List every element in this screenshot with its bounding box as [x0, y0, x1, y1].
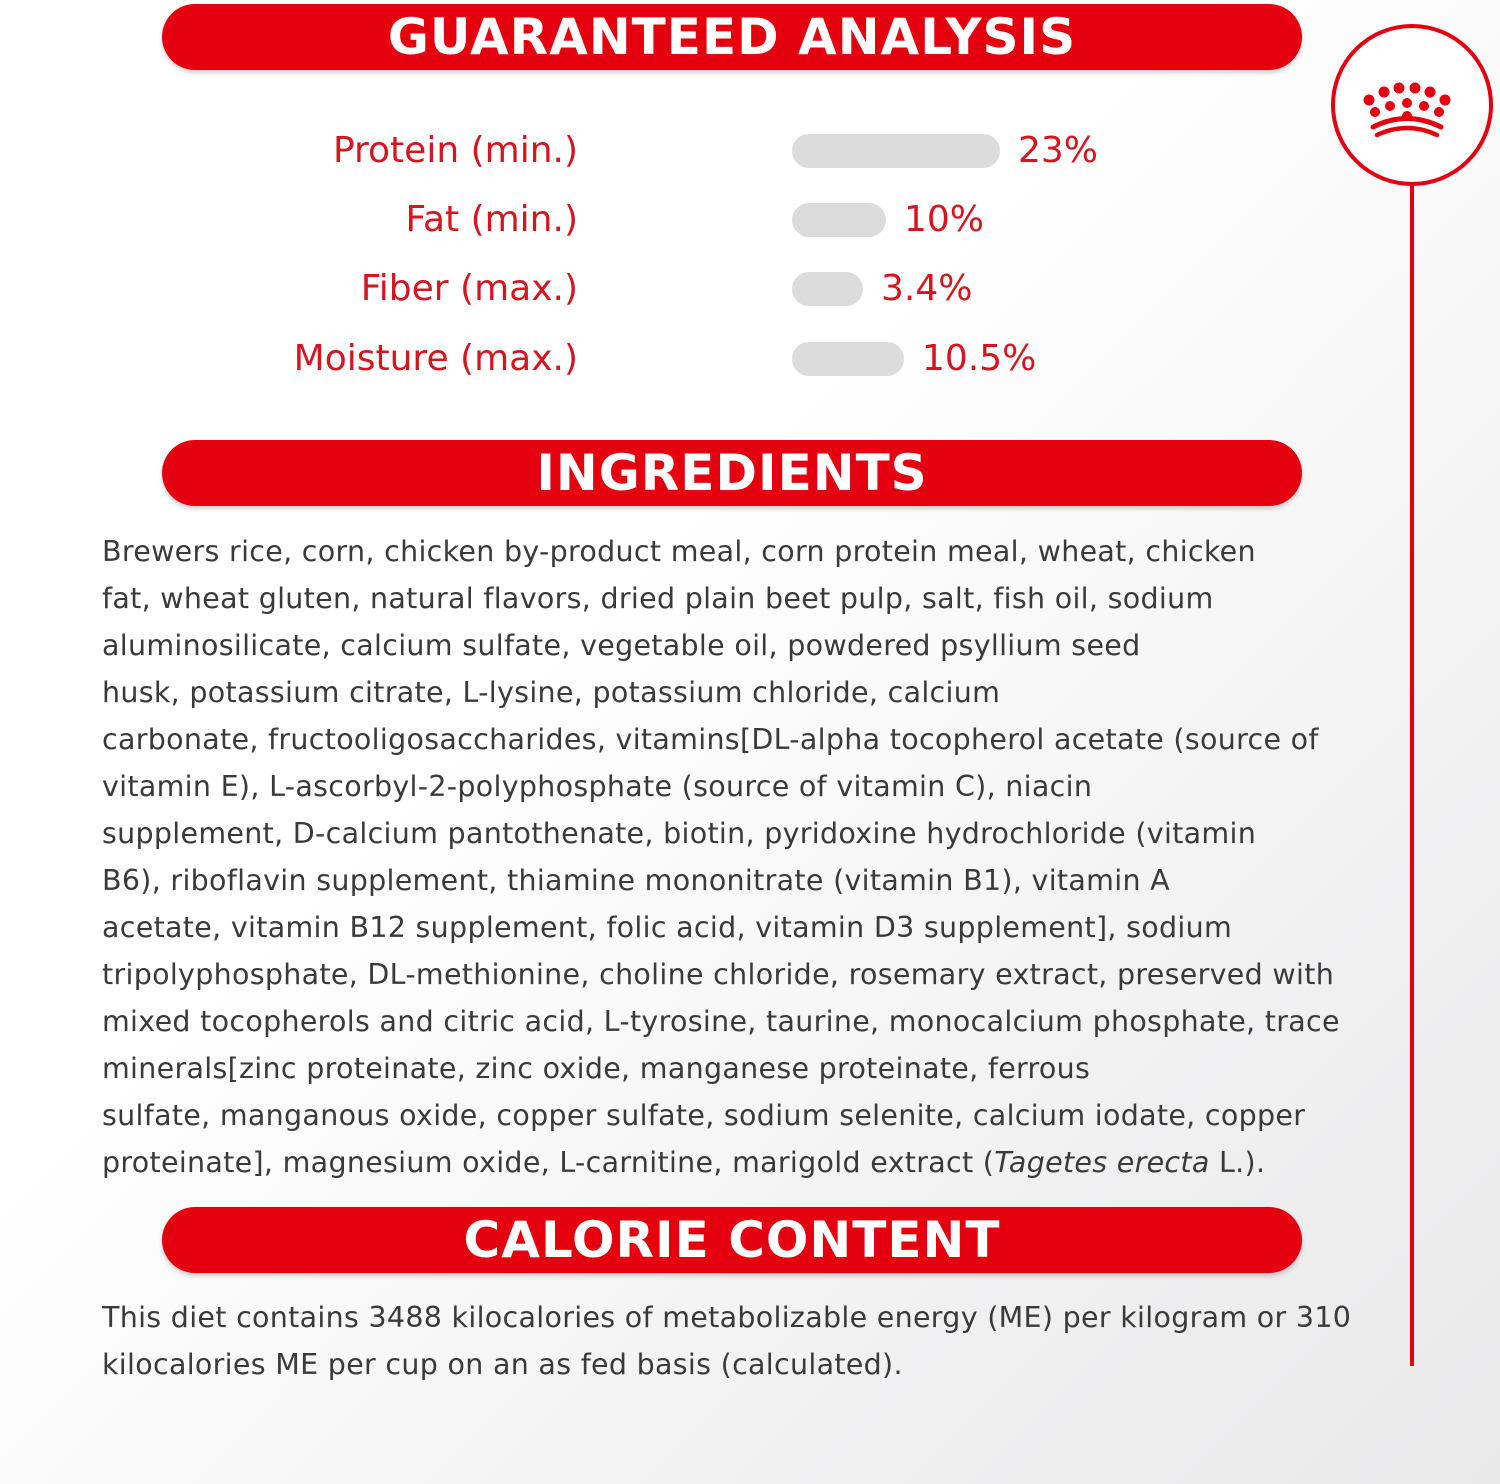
analysis-row-moisture	[0, 329, 1300, 389]
calorie-content-banner	[162, 1207, 1302, 1273]
nutrient-bar	[792, 342, 904, 376]
ingredients-line: mixed tocopherols and citric acid, L-tyrosine, taurine, monocalcium phosphate, trace	[102, 1005, 1340, 1038]
ingredients-last-line-start: proteinate], magnesium oxide, L-carnitine, marigold extract (	[102, 1146, 995, 1179]
nutrient-bar	[792, 203, 886, 237]
crown-icon	[1335, 28, 1489, 182]
calorie-content-title: CALORIE CONTENT	[463, 1211, 1001, 1269]
ingredients-banner	[162, 440, 1302, 506]
guaranteed-analysis-banner	[162, 4, 1302, 70]
ingredients-line: supplement, D-calcium pantothenate, biotin, pyridoxine hydrochloride (vitamin	[102, 817, 1257, 850]
ingredients-line: minerals[zinc proteinate, zinc oxide, manganese proteinate, ferrous	[102, 1052, 1091, 1085]
nutrient-label: Moisture (max.)	[293, 338, 578, 379]
ingredients-last-line-end: L.).	[1209, 1146, 1266, 1179]
ingredients-species-name: Tagetes erecta	[994, 1146, 1210, 1179]
nutrient-bar	[792, 134, 1000, 168]
ingredients-line: B6), riboflavin supplement, thiamine mononitrate (vitamin B1), vitamin A	[102, 864, 1170, 897]
guaranteed-analysis-title: GUARANTEED ANALYSIS	[387, 8, 1077, 66]
nutrient-value: 23%	[1018, 130, 1099, 171]
calorie-line: kilocalories ME per cup on an as fed basis (calculated).	[102, 1348, 903, 1381]
nutrient-value: 3.4%	[881, 268, 973, 309]
ingredients-line: aluminosilicate, calcium sulfate, vegetable oil, powdered psyllium seed	[102, 629, 1141, 662]
nutrient-label: Fiber (max.)	[360, 268, 578, 309]
ingredients-line: fat, wheat gluten, natural flavors, dried plain beet pulp, salt, fish oil, sodium	[102, 582, 1214, 615]
ingredients-text	[102, 528, 1352, 1186]
ingredients-line: Brewers rice, corn, chicken by-product meal, corn protein meal, wheat, chicken	[102, 535, 1256, 568]
ingredients-line: carbonate, fructooligosaccharides, vitamins[DL-alpha tocopherol acetate (source of	[102, 723, 1319, 756]
analysis-row-fat	[0, 190, 1300, 250]
analysis-row-fiber	[0, 259, 1300, 319]
ingredients-line: tripolyphosphate, DL-methionine, choline chloride, rosemary extract, preserved with	[102, 958, 1335, 991]
ingredients-line: acetate, vitamin B12 supplement, folic acid, vitamin D3 supplement], sodium	[102, 911, 1233, 944]
nutrient-label: Protein (min.)	[332, 130, 578, 171]
nutrient-bar	[792, 272, 863, 306]
calorie-text	[102, 1294, 1352, 1388]
ingredients-line: sulfate, manganous oxide, copper sulfate, sodium selenite, calcium iodate, copper	[102, 1099, 1306, 1132]
nutrient-value: 10.5%	[922, 338, 1037, 379]
analysis-row-protein	[0, 121, 1300, 181]
brand-logo	[1331, 24, 1493, 186]
nutrient-label: Fat (min.)	[405, 199, 578, 240]
timeline-line	[1410, 186, 1414, 1366]
nutrient-value: 10%	[904, 199, 985, 240]
calorie-line: This diet contains 3488 kilocalories of metabolizable energy (ME) per kilogram or 310	[102, 1301, 1352, 1334]
ingredients-title: INGREDIENTS	[536, 444, 928, 502]
ingredients-last-line	[102, 1139, 1352, 1186]
ingredients-line: vitamin E), L-ascorbyl-2-polyphosphate (source of vitamin C), niacin	[102, 770, 1093, 803]
ingredients-line: husk, potassium citrate, L-lysine, potassium chloride, calcium	[102, 676, 1001, 709]
